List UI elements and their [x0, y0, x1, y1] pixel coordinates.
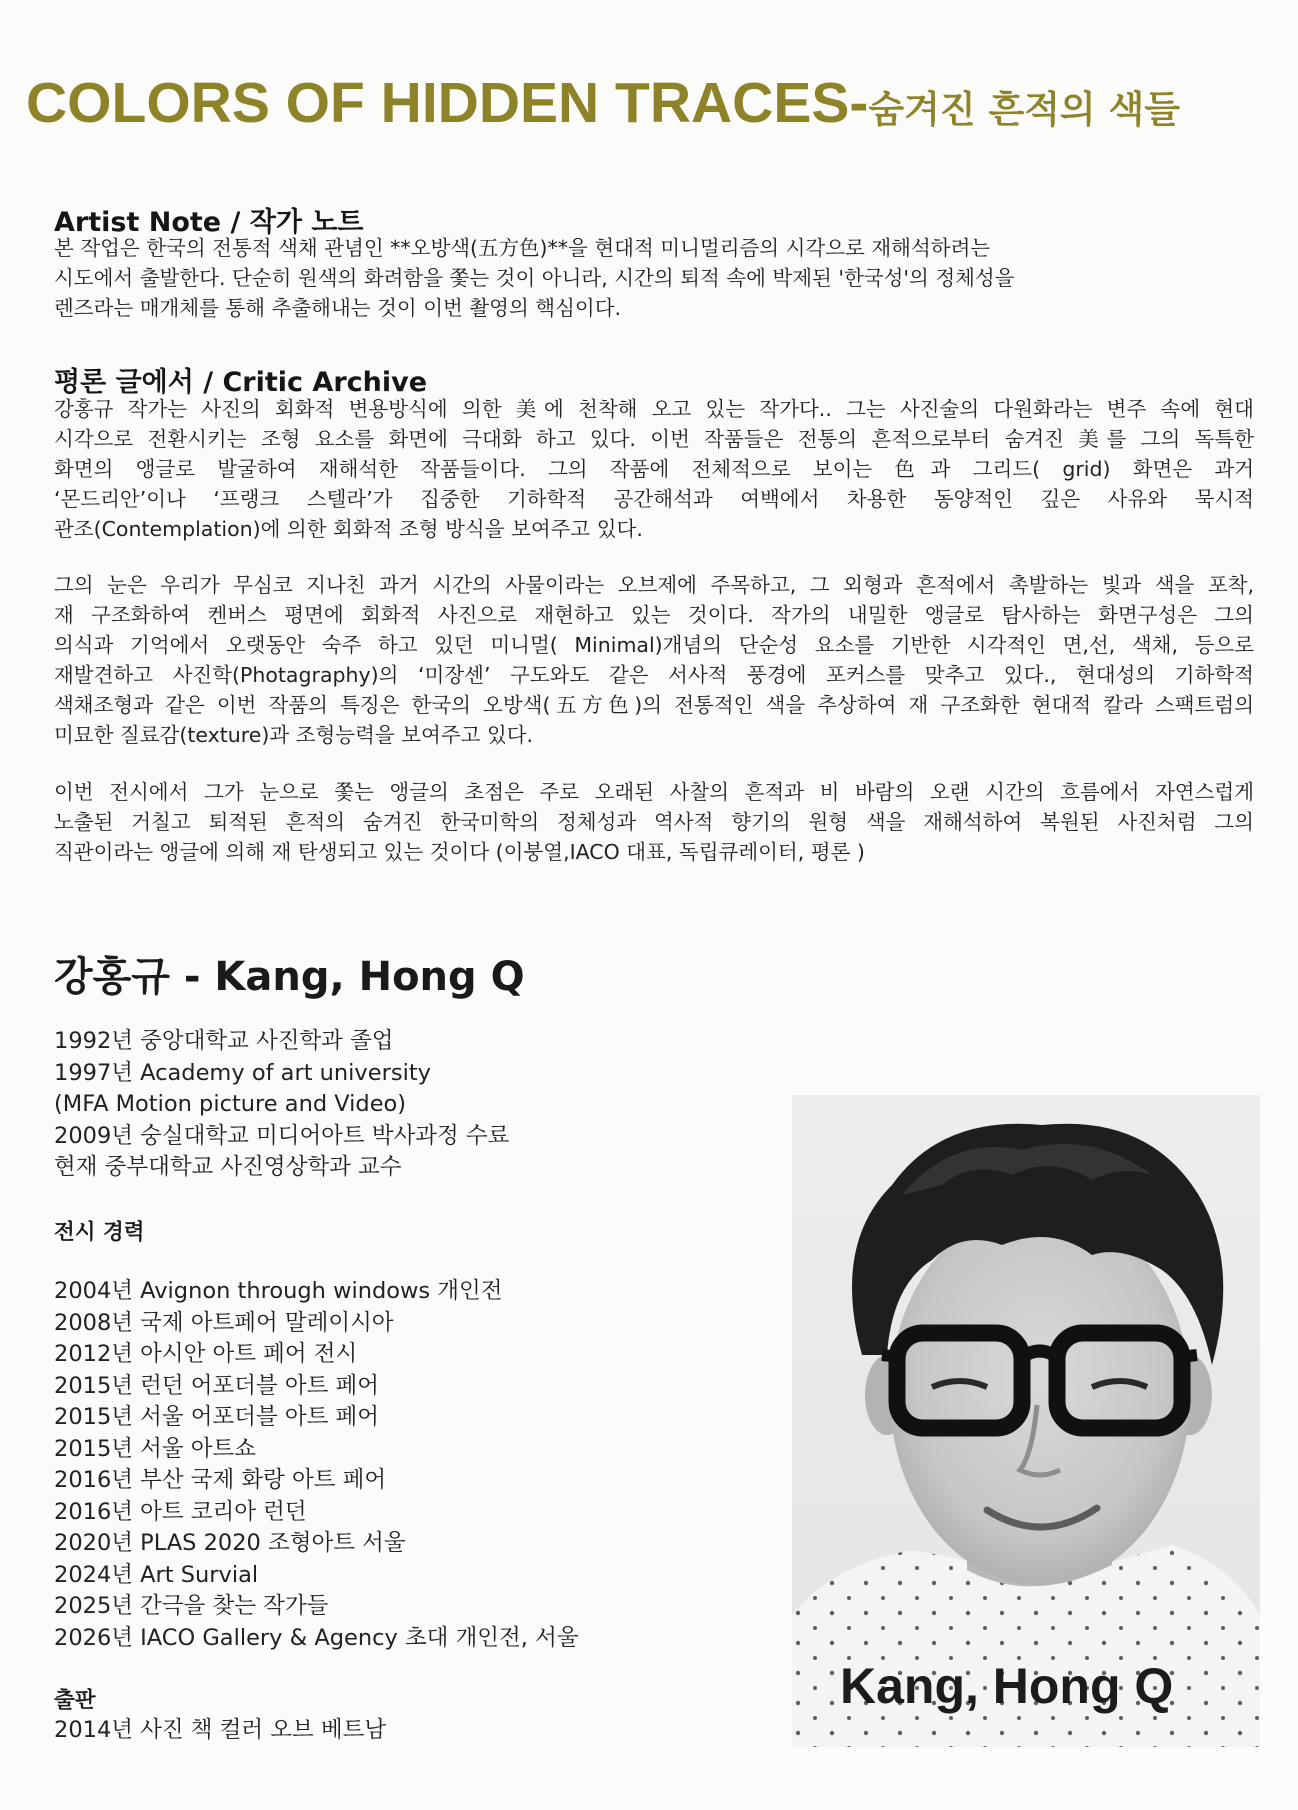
artist-note-heading: Artist Note / 작가 노트 [54, 207, 364, 238]
text-line: 이번 전시에서 그가 눈으로 쫓는 앵글의 초점은 주로 오래된 사찰의 흔적과 비 바람의 오랜 시간의 흐름에서 자연스럽게 [54, 780, 1254, 804]
text-line: 화면의 앵글로 발굴하여 재해석한 작품들이다. 그의 작품에 전체적으로 보이는 色과 그리드( grid) 화면은 과거 [54, 457, 1254, 481]
critic-heading: 평론 글에서 / Critic Archive [54, 367, 428, 398]
list-item: (MFA Motion picture and Video) [54, 1091, 407, 1117]
text-line: 의식과 기억에서 오랫동안 숙주 하고 있던 미니멀( Minimal)개념의 단순성 요소를 기반한 시각적인 면,선, 색채, 등으로 [54, 633, 1254, 657]
portrait-illustration [792, 1095, 1260, 1747]
list-item: 2015년 서울 어포더블 아트 페어 [54, 1404, 379, 1430]
list-item: 1992년 중앙대학교 사진학과 졸업 [54, 1028, 394, 1054]
text-line: 미묘한 질료감(texture)과 조형능력을 보여주고 있다. [54, 723, 534, 747]
exhibitions-heading: 전시 경력 [54, 1220, 145, 1245]
text-line: 노출된 거칠고 퇴적된 흔적의 숨겨진 한국미학의 정체성과 역사적 향기의 원형 색을 재해석하여 복원된 사진처럼 그의 [54, 810, 1254, 834]
text-line: 재 구조화하여 켄버스 평면에 회화적 사진으로 재현하고 있는 것이다. 작가의 내밀한 앵글로 탐사하는 화면구성은 그의 [54, 603, 1254, 627]
text-line: 렌즈라는 매개체를 통해 추출해내는 것이 이번 촬영의 핵심이다. [54, 296, 622, 320]
artist-portrait [792, 1095, 1260, 1747]
text-line: ‘몬드리안’이나 ‘프랭크 스텔라’가 집중한 기하학적 공간해석과 여백에서 차용한 동양적인 깊은 사유와 묵시적 [54, 487, 1254, 511]
education-list [54, 1026, 509, 1184]
text-line: 시각으로 전환시키는 조형 요소를 화면에 극대화 하고 있다. 이번 작품들은 전통의 흔적으로부터 숨겨진 美를 그의 독특한 [54, 427, 1254, 451]
text-line: 재발견하고 사진학(Photagraphy)의 ‘미장센’ 구도와도 같은 서사적 풍경에 포커스를 맞추고 있다., 현대성의 기하학적 [54, 663, 1254, 687]
publication-heading: 출판 [54, 1688, 96, 1713]
page-title [26, 70, 1180, 136]
list-item: 2015년 런던 어포더블 아트 페어 [54, 1372, 379, 1399]
list-item: 2020년 PLAS 2020 조형아트 서울 [54, 1530, 406, 1556]
list-item: 2004년 Avignon through windows 개인전 [54, 1278, 503, 1304]
exhibitions-list [54, 1276, 579, 1654]
critic-paragraph-1 [54, 394, 1254, 544]
text-line: 본 작업은 한국의 전통적 색채 관념인 **오방색(五方色)**을 현대적 미니멀리즘의 시각으로 재해석하려는 [54, 236, 991, 260]
list-item: 2008년 국제 아트페어 말레이시아 [54, 1309, 394, 1336]
critic-paragraph-3 [54, 777, 1254, 867]
portrait-caption: Kang, Hong Q [840, 1658, 1174, 1714]
list-item: 현재 중부대학교 사진영상학과 교수 [54, 1154, 402, 1180]
list-item: 2014년 사진 책 컬러 오브 베트남 [54, 1717, 387, 1743]
title-korean: 숨겨진 흔적의 색들 [868, 88, 1181, 131]
list-item: 2026년 IACO Gallery & Agency 초대 개인전, 서울 [54, 1624, 579, 1651]
list-item: 2009년 숭실대학교 미디어아트 박사과정 수료 [54, 1122, 510, 1149]
artist-note-text [54, 233, 1254, 323]
text-line: 강홍규 작가는 사진의 회화적 변용방식에 의한 美에 천착해 오고 있는 작가다.. 그는 사진술의 다원화라는 변주 속에 현대 [54, 397, 1254, 421]
critic-paragraph-2 [54, 570, 1254, 750]
text-line: 직관이라는 앵글에 의해 재 탄생되고 있는 것이다 (이붕열,IACO 대표, 독립큐레이터, 평론 ) [54, 840, 865, 864]
text-line: 색채조형과 같은 이번 작품의 특징은 한국의 오방색(五方色)의 전통적인 색을 추상하여 재 구조화한 현대적 칼라 스팩트럼의 [54, 693, 1254, 717]
title-english: COLORS OF HIDDEN TRACES- [26, 71, 869, 135]
text-line: 시도에서 출발한다. 단순히 원색의 화려함을 쫓는 것이 아니라, 시간의 퇴적 속에 박제된 '한국성'의 정체성을 [54, 266, 1015, 290]
text-line: 그의 눈은 우리가 무심코 지나친 과거 시간의 사물이라는 오브제에 주목하고, 그 외형과 흔적에서 촉발하는 빛과 색을 포착, [54, 573, 1254, 597]
artist-name-heading: 강홍규 - Kang, Hong Q [54, 954, 525, 1000]
list-item: 2012년 아시안 아트 페어 전시 [54, 1341, 358, 1367]
list-item: 2016년 아트 코리아 런던 [54, 1498, 307, 1525]
publication-list [54, 1715, 386, 1747]
list-item: 1997년 Academy of art university [54, 1059, 431, 1086]
list-item: 2015년 서울 아트쇼 [54, 1435, 256, 1462]
list-item: 2025년 간극을 찾는 작가들 [54, 1593, 329, 1619]
text-line: 관조(Contemplation)에 의한 회화적 조형 방식을 보여주고 있다. [54, 517, 643, 541]
list-item: 2024년 Art Survial [54, 1561, 259, 1588]
list-item: 2016년 부산 국제 화랑 아트 페어 [54, 1467, 387, 1493]
